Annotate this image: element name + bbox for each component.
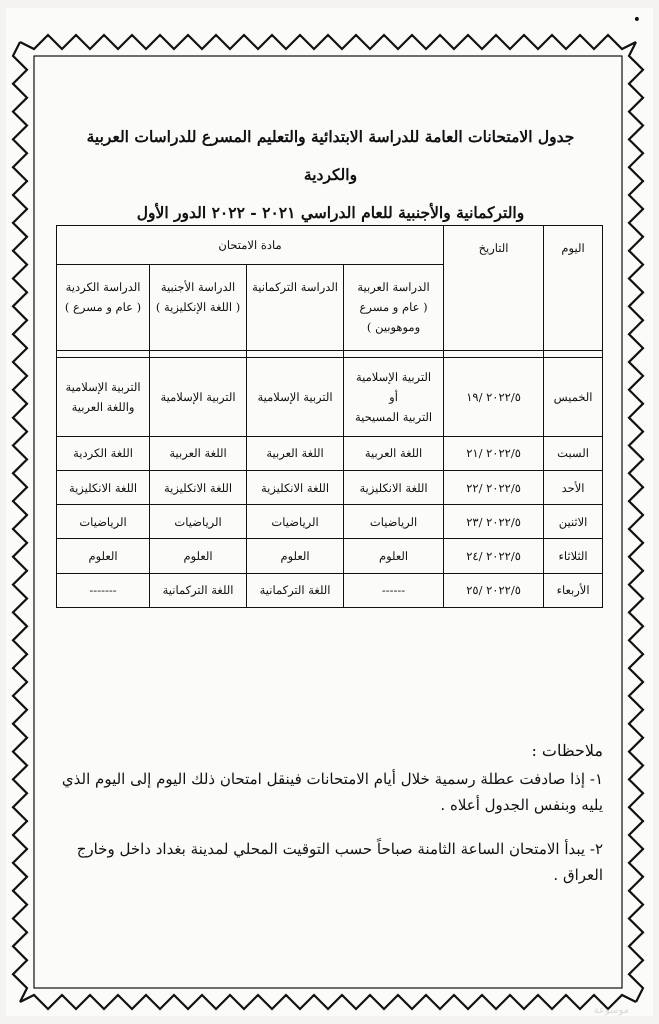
cell-kurdish: الرياضيات xyxy=(57,505,150,539)
header-arabic-note: ( عام و مسرع xyxy=(359,300,428,315)
cell-foreign: اللغة الانكليزية xyxy=(150,470,247,504)
cell-turkmen: العلوم xyxy=(247,539,344,573)
table-row xyxy=(57,573,603,607)
cell-arabic xyxy=(344,358,444,437)
cell-turkmen: الرياضيات xyxy=(247,505,344,539)
header-date: التاريخ xyxy=(444,226,544,351)
table-gap xyxy=(57,350,603,357)
cell-arabic: اللغة العربية xyxy=(344,436,444,470)
header-kurdish xyxy=(57,265,150,351)
cell-arabic: ------ xyxy=(344,573,444,607)
cell-date: ٢٠٢٢/٥ /٢٥ xyxy=(444,573,544,607)
cell-foreign: اللغة التركمانية xyxy=(150,573,247,607)
cell-text: التربية المسيحية xyxy=(354,409,433,424)
header-arabic xyxy=(344,265,444,351)
cell-day: الخميس xyxy=(544,358,603,437)
cell-text: أو xyxy=(389,389,398,404)
header-kurdish-title: الدراسة الكردية xyxy=(65,280,141,295)
header-row xyxy=(57,226,603,265)
cell-date: ٢٠٢٢/٥ /٢٣ xyxy=(444,505,544,539)
cell-text: التربية الإسلامية xyxy=(356,369,432,384)
cell-arabic: الرياضيات xyxy=(344,505,444,539)
header-foreign-note: ( اللغة الإنكليزية ) xyxy=(155,300,241,315)
cell-kurdish: اللغة الانكليزية xyxy=(57,470,150,504)
header-foreign xyxy=(150,265,247,351)
cell-date: ٢٠٢٢/٥ /٢٢ xyxy=(444,470,544,504)
page-title xyxy=(60,118,601,232)
cell-date: ٢٠٢٢/٥ /١٩ xyxy=(444,358,544,437)
header-foreign-title: الدراسة الأجنبية xyxy=(160,280,236,295)
title-line-1: جدول الامتحانات العامة للدراسة الابتدائية والتعليم المسرع للدراسات العربية والكردية xyxy=(86,127,575,184)
table-row xyxy=(57,539,603,573)
cell-turkmen: اللغة التركمانية xyxy=(247,573,344,607)
header-turkmen-title: الدراسة التركمانية xyxy=(252,280,338,295)
cell-kurdish: ------- xyxy=(57,573,150,607)
header-arabic-note-2: وموهوبين ) xyxy=(366,320,421,335)
cell-foreign: الرياضيات xyxy=(150,505,247,539)
header-arabic-title: الدراسة العربية xyxy=(357,280,430,295)
cell-day: الثلاثاء xyxy=(544,539,603,573)
cell-day: الأحد xyxy=(544,470,603,504)
exam-schedule-table xyxy=(56,225,603,608)
note-item: ١- إذا صادفت عطلة رسمية خلال أيام الامتحانات فينقل امتحان ذلك اليوم إلى اليوم الذي يليه وبنفس الجدول أعلاه . xyxy=(61,770,603,814)
watermark: موسوعة xyxy=(593,1005,629,1016)
cell-arabic: العلوم xyxy=(344,539,444,573)
cell-date: ٢٠٢٢/٥ /٢٤ xyxy=(444,539,544,573)
cell-day: السبت xyxy=(544,436,603,470)
table-row xyxy=(57,505,603,539)
cell-foreign: التربية الإسلامية xyxy=(150,358,247,437)
cell-turkmen: اللغة الانكليزية xyxy=(247,470,344,504)
header-kurdish-note: ( عام و مسرع ) xyxy=(64,300,142,315)
cell-kurdish: العلوم xyxy=(57,539,150,573)
header-day: اليوم xyxy=(544,226,603,351)
table-body xyxy=(57,436,603,607)
header-subject-group: مادة الامتحان xyxy=(57,226,444,265)
corner-mark: • xyxy=(632,12,641,28)
cell-kurdish xyxy=(57,358,150,437)
cell-kurdish: اللغة الكردية xyxy=(57,436,150,470)
note-item: ٢- يبدأ الامتحان الساعة الثامنة صباحاً حسب التوقيت المحلي لمدينة بغداد داخل وخارج العراق . xyxy=(76,840,603,884)
cell-day: الأربعاء xyxy=(544,573,603,607)
cell-arabic: اللغة الانكليزية xyxy=(344,470,444,504)
cell-turkmen: اللغة العربية xyxy=(247,436,344,470)
cell-text: التربية الإسلامية xyxy=(65,379,141,394)
table-row xyxy=(57,358,603,437)
cell-foreign: العلوم xyxy=(150,539,247,573)
notes-title: ملاحظات : xyxy=(531,741,603,760)
cell-turkmen: التربية الإسلامية xyxy=(247,358,344,437)
cell-day: الاثنين xyxy=(544,505,603,539)
cell-text: واللغة العربية xyxy=(71,399,135,414)
cell-foreign: اللغة العربية xyxy=(150,436,247,470)
table-row xyxy=(57,470,603,504)
title-line-2: والتركمانية والأجنبية للعام الدراسي ٢٠٢١ - ٢٠٢٢ الدور الأول xyxy=(136,203,525,222)
header-turkmen xyxy=(247,265,344,351)
cell-date: ٢٠٢٢/٥ /٢١ xyxy=(444,436,544,470)
table-row xyxy=(57,436,603,470)
notes-section xyxy=(58,738,603,906)
